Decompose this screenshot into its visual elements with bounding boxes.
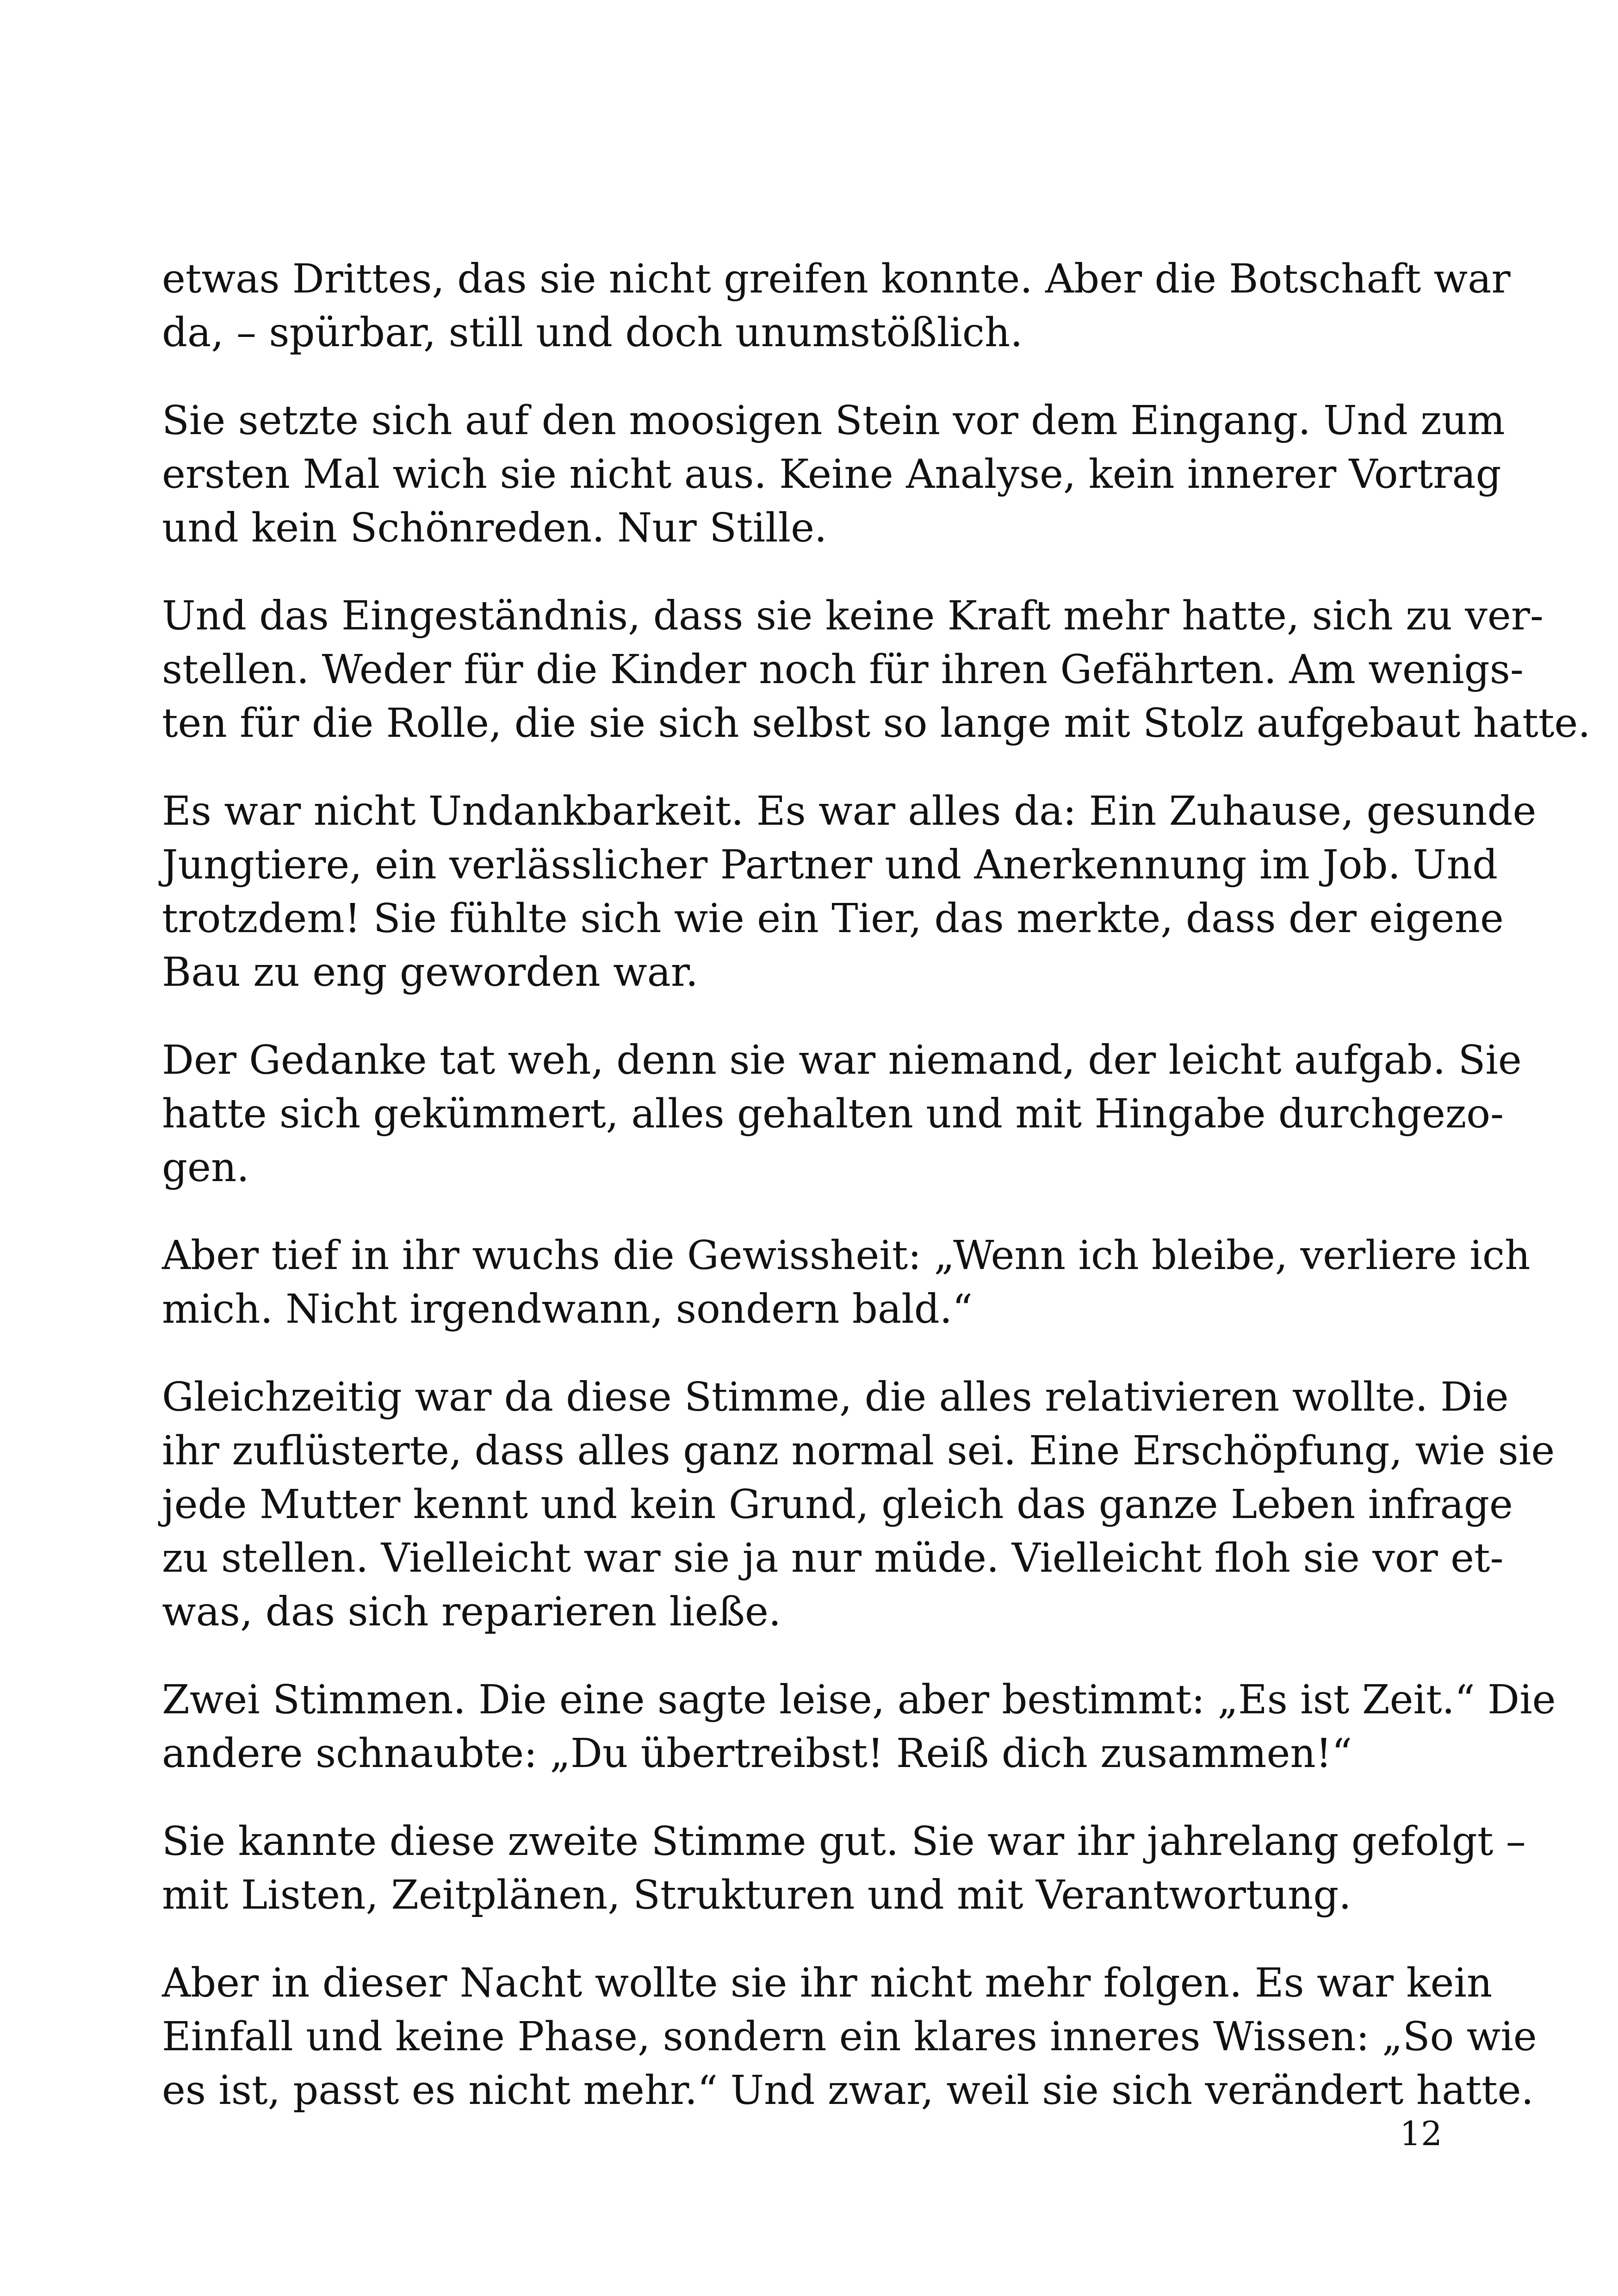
paragraph bbox=[162, 1956, 1537, 2117]
page-number: 12 bbox=[1400, 2114, 1442, 2153]
text-line: Jungtiere, ein verlässlicher Partner und Anerkennung im Job. Und bbox=[162, 842, 1498, 888]
text-line: Sie setzte sich auf den moosigen Stein vor dem Eingang. Und zum bbox=[162, 398, 1505, 444]
paragraph bbox=[162, 1033, 1522, 1195]
text-line: andere schnaubte: „Du übertreibst! Reiß dich zusammen!“ bbox=[162, 1730, 1352, 1777]
text-line: ten für die Rolle, die sie sich selbst so lange mit Stolz aufgebaut hatte. bbox=[162, 700, 1591, 747]
text-line: ihr zuflüsterte, dass alles ganz normal sei. Eine Erschöpfung, wie sie bbox=[162, 1428, 1555, 1474]
text-line: Aber tief in ihr wuchs die Gewissheit: „Wenn ich bleibe, verliere ich bbox=[162, 1232, 1531, 1279]
paragraph bbox=[162, 252, 1511, 360]
text-line: was, das sich reparieren ließe. bbox=[162, 1589, 781, 1635]
text-line: es ist, passt es nicht mehr.“ Und zwar, weil sie sich verändert hatte. bbox=[162, 2067, 1534, 2114]
text-line: Zwei Stimmen. Die eine sagte leise, aber bestimmt: „Es ist Zeit.“ Die bbox=[162, 1677, 1556, 1723]
text-line: Einfall und keine Phase, sondern ein klares inneres Wissen: „So wie bbox=[162, 2014, 1537, 2060]
text-line: gen. bbox=[162, 1145, 249, 1191]
text-line: Sie kannte diese zweite Stimme gut. Sie war ihr jahrelang gefolgt – bbox=[162, 1818, 1526, 1865]
text-line: Bau zu eng geworden war. bbox=[162, 949, 698, 996]
paragraph bbox=[162, 1673, 1556, 1780]
text-line: zu stellen. Vielleicht war sie ja nur müde. Vielleicht floh sie vor et- bbox=[162, 1535, 1504, 1581]
paragraph bbox=[162, 1229, 1531, 1336]
text-line: Aber in dieser Nacht wollte sie ihr nicht mehr folgen. Es war kein bbox=[162, 1960, 1493, 2006]
text-line: und kein Schönreden. Nur Stille. bbox=[162, 505, 827, 551]
text-line: stellen. Weder für die Kinder noch für ihren Gefährten. Am wenigs- bbox=[162, 647, 1524, 693]
paragraph bbox=[162, 394, 1505, 555]
body-text bbox=[162, 252, 1591, 2152]
text-line: da, – spürbar, still und doch unumstößlich. bbox=[162, 310, 1023, 356]
text-line: hatte sich gekümmert, alles gehalten und mit Hingabe durchgezo- bbox=[162, 1091, 1504, 1137]
text-line: Und das Eingeständnis, dass sie keine Kraft mehr hatte, sich zu ver- bbox=[162, 593, 1544, 639]
paragraph bbox=[162, 1815, 1526, 1922]
text-line: ersten Mal wich sie nicht aus. Keine Analyse, kein innerer Vortrag bbox=[162, 451, 1501, 498]
paragraph bbox=[162, 1370, 1555, 1639]
text-line: mit Listen, Zeitplänen, Strukturen und mit Verantwortung. bbox=[162, 1872, 1351, 1918]
text-line: etwas Drittes, das sie nicht greifen konnte. Aber die Botschaft war bbox=[162, 256, 1511, 302]
text-line: Gleichzeitig war da diese Stimme, die alles relativieren wollte. Die bbox=[162, 1374, 1509, 1420]
paragraph bbox=[162, 589, 1591, 750]
text-line: jede Mutter kennt und kein Grund, gleich das ganze Leben infrage bbox=[162, 1481, 1513, 1528]
text-line: Der Gedanke tat weh, denn sie war niemand, der leicht aufgab. Sie bbox=[162, 1037, 1522, 1083]
text-line: Es war nicht Undankbarkeit. Es war alles da: Ein Zuhause, gesunde bbox=[162, 788, 1537, 834]
paragraph bbox=[162, 784, 1537, 999]
text-line: mich. Nicht irgendwann, sondern bald.“ bbox=[162, 1286, 973, 1332]
text-line: trotzdem! Sie fühlte sich wie ein Tier, das merkte, dass der eigene bbox=[162, 896, 1504, 942]
